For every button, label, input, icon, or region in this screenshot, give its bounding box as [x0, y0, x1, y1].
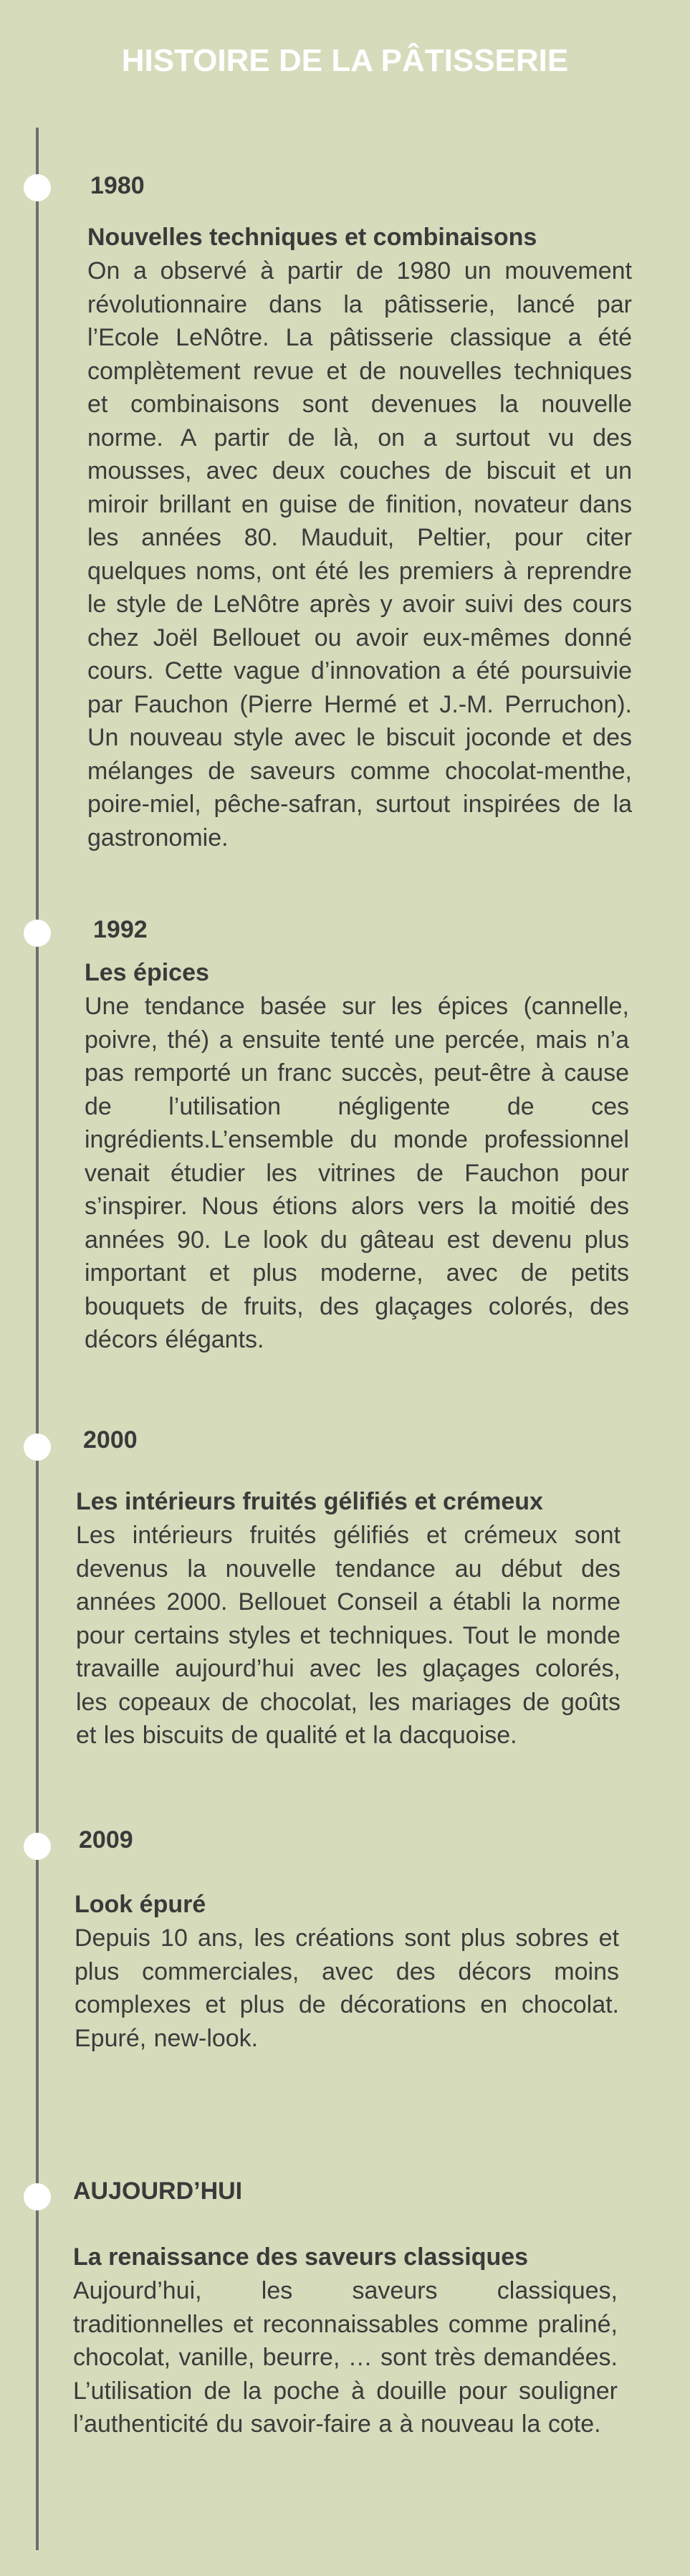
timeline-dot — [24, 920, 51, 947]
entry-heading: Les épices — [85, 959, 209, 986]
entry-text: Aujourd’hui, les saveurs classiques, traditionnelles et reconnaissables comme praliné, chocolat, vanille, beurre, … sont très demandées. L’utilisation de la poche à douille pour souligner l’authenticité du savoir-faire a à nouveau la cote. — [73, 2277, 618, 2438]
year-label-1992: 1992 — [93, 916, 148, 943]
timeline-entry-1992 — [85, 959, 629, 1357]
timeline-entry-2000 — [76, 1488, 620, 1752]
year-label-2000: 2000 — [83, 1426, 138, 1454]
entry-text: On a observé à partir de 1980 un mouvement révolutionnaire dans la pâtisserie, lancé par l’Ecole LeNôtre. La pâtisserie classique a été complètement revue et de nouvelles techniques et combinaisons sont devenues la nouvelle norme. A partir de là, on a surtout vu des mousses, avec deux couches de biscuit et un miroir brillant en guise de finition, novateur dans les années 80. Mauduit, Peltier, pour citer quelques noms, ont été les premiers à reprendre le style de LeNôtre après y avoir suivi des cours chez Joël Bellouet ou avoir eux-mêmes donné cours. Cette vague d’innovation a été poursuivie par Fauchon (Pierre Hermé et J.-M. Perruchon). Un nouveau style avec le biscuit joconde et des mélanges de saveurs comme chocolat-menthe, poire-miel, pêche-safran, surtout inspirées de la gastronomie. — [87, 257, 632, 851]
year-label-today: AUJOURD’HUI — [73, 2177, 243, 2205]
timeline-entry-today — [73, 2243, 618, 2441]
entry-heading: Look épuré — [75, 1891, 206, 1918]
entry-text: Une tendance basée sur les épices (cannelle, poivre, thé) a ensuite tenté une percée, mais n’a pas remporté un franc succès, peut-être à cause de l’utilisation négligente de ces ingrédients.L’ensemble du monde professionnel venait étudier les vitrines de Fauchon pour s’inspirer. Nous étions alors vers la moitié des années 90. Le look du gâteau est devenu plus important et plus moderne, avec de petits bouquets de fruits, des glaçages colorés, des décors élégants. — [85, 993, 629, 1353]
year-label-2009: 2009 — [79, 1826, 133, 1854]
entry-text: Depuis 10 ans, les créations sont plus sobres et plus commerciales, avec des décors moins complexes et plus de décorations en chocolat. Epuré, new-look. — [75, 1924, 619, 2052]
timeline-dot — [24, 2183, 51, 2210]
entry-text: Les intérieurs fruités gélifiés et crémeux sont devenus la nouvelle tendance au début des années 2000. Bellouet Conseil a établi la norme pour certains styles et techniques. Tout le monde travaille aujourd’hui avec les glaçages colorés, les copeaux de chocolat, les mariages de goûts et les biscuits de qualité et la dacquoise. — [76, 1522, 620, 1749]
year-label-1980: 1980 — [90, 172, 145, 199]
page-title: HISTOIRE DE LA PÂTISSERIE — [121, 43, 569, 78]
timeline-dot — [24, 1434, 51, 1461]
timeline-entry-2009 — [75, 1891, 619, 2055]
entry-heading: Nouvelles techniques et combinaisons — [87, 224, 537, 251]
timeline-dot — [24, 1833, 51, 1860]
entry-heading: La renaissance des saveurs classiques — [73, 2243, 529, 2271]
entry-heading: Les intérieurs fruités gélifiés et crémeux — [76, 1488, 543, 1515]
timeline-dot — [24, 174, 51, 201]
timeline-entry-1980 — [87, 224, 632, 854]
